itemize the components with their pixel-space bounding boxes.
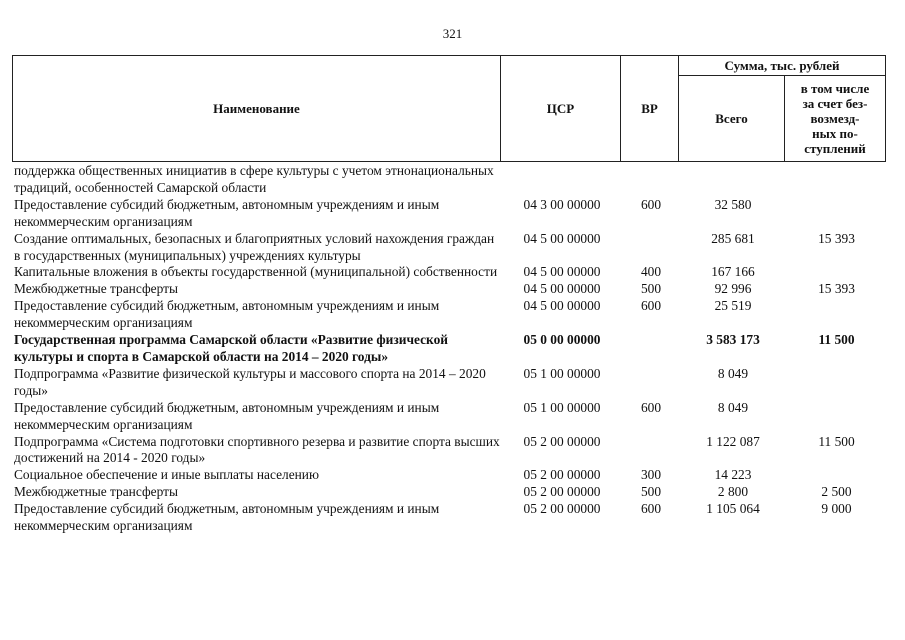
cell-name: Создание оптимальных, безопасных и благоприятных условий нахождения граждан в государственных (муниципальных) учреждениях культуры <box>14 230 495 263</box>
cell-free <box>786 400 887 434</box>
cell-vr <box>622 434 680 468</box>
cell-vr: 600 <box>640 501 662 517</box>
cell-vr: 600 <box>640 298 662 314</box>
cell-vr: 500 <box>640 484 662 500</box>
cell-free <box>786 366 887 400</box>
cell-total: 285 681 <box>711 230 755 246</box>
cell-csr: 05 2 00 00000 <box>523 467 601 483</box>
cell-name: Предоставление субсидий бюджетным, автономным учреждениям и иным некоммерческим организациям <box>14 298 440 331</box>
cell-total: 8 049 <box>717 365 749 381</box>
cell-name: Социальное обеспечение и иные выплаты населению <box>14 467 319 483</box>
cell-csr: 05 1 00 00000 <box>523 399 601 415</box>
table-header <box>12 55 886 162</box>
cell-total: 167 166 <box>711 264 755 280</box>
cell-csr: 05 2 00 00000 <box>523 501 601 517</box>
cell-free <box>786 298 887 332</box>
cell-csr: 04 5 00 00000 <box>523 264 601 280</box>
cell-total: 14 223 <box>714 467 752 483</box>
table-row <box>14 281 887 298</box>
cell-free: 11 500 <box>818 332 855 348</box>
cell-name: Предоставление субсидий бюджетным, автономным учреждениям и иным некоммерческим организациям <box>14 196 440 229</box>
cell-total: 92 996 <box>714 281 752 297</box>
cell-name: Капитальные вложения в объекты государственной (муниципальной) собственности <box>14 264 498 280</box>
table-row <box>14 332 887 366</box>
cell-name: поддержка общественных инициатив в сфере культуры с учетом этнонациональных традиций, особенностей Самарской области <box>14 163 494 195</box>
table-row <box>14 484 887 501</box>
table-row <box>14 298 887 332</box>
cell-csr: 04 5 00 00000 <box>523 230 601 246</box>
cell-free: 11 500 <box>818 433 855 449</box>
cell-free: 15 393 <box>818 281 855 297</box>
cell-vr: 600 <box>640 196 662 212</box>
cell-csr: 04 3 00 00000 <box>523 196 601 212</box>
header-name: Наименование <box>13 56 501 162</box>
table-row <box>14 366 887 400</box>
cell-name: Межбюджетные трансферты <box>14 281 178 297</box>
table-row <box>14 400 887 434</box>
header-vr: ВР <box>621 56 679 162</box>
header-free-line: ных по- <box>812 126 858 141</box>
table-row <box>14 467 887 484</box>
cell-free: 2 500 <box>821 484 852 500</box>
cell-name: Предоставление субсидий бюджетным, автономным учреждениям и иным некоммерческим организациям <box>14 399 440 432</box>
table-row <box>14 231 887 265</box>
cell-name: Подпрограмма «Система подготовки спортивного резерва и развитие спорта высших достижений на 2014 - 2020 годы» <box>14 433 500 466</box>
table-row <box>14 197 887 231</box>
cell-total: 1 122 087 <box>706 433 760 449</box>
cell-free <box>786 467 887 484</box>
table-row <box>14 264 887 281</box>
cell-csr: 05 1 00 00000 <box>523 365 601 381</box>
header-total: Всего <box>679 76 785 162</box>
cell-vr <box>622 231 680 265</box>
cell-total: 25 519 <box>714 298 752 314</box>
cell-free <box>786 163 887 197</box>
table-body <box>14 163 887 535</box>
cell-total <box>680 163 786 197</box>
cell-vr <box>622 366 680 400</box>
cell-total: 2 800 <box>717 484 749 500</box>
cell-vr: 600 <box>640 399 662 415</box>
header-csr: ЦСР <box>501 56 621 162</box>
header-free-line: за счет без- <box>802 96 868 111</box>
cell-name: Подпрограмма «Развитие физической культуры и массового спорта на 2014 – 2020 годы» <box>14 365 486 398</box>
cell-free <box>786 197 887 231</box>
cell-csr: 04 5 00 00000 <box>523 281 601 297</box>
header-free <box>785 76 886 162</box>
table-row <box>14 434 887 468</box>
cell-csr <box>502 163 622 197</box>
cell-total: 32 580 <box>714 196 752 212</box>
header-free-line: возмезд- <box>810 111 860 126</box>
cell-total: 8 049 <box>717 399 749 415</box>
table-row <box>14 501 887 535</box>
cell-name: Предоставление субсидий бюджетным, автономным учреждениям и иным некоммерческим организациям <box>14 501 440 534</box>
cell-total: 1 105 064 <box>706 501 760 517</box>
cell-name: Межбюджетные трансферты <box>14 484 178 500</box>
cell-total: 3 583 173 <box>706 332 760 348</box>
header-free-line: ступлений <box>804 141 866 156</box>
page-number: 321 <box>442 26 463 41</box>
cell-free: 15 393 <box>818 230 855 246</box>
cell-vr: 300 <box>640 467 662 483</box>
cell-vr: 400 <box>640 264 662 280</box>
header-sum-group: Сумма, тыс. рублей <box>679 56 886 76</box>
cell-csr: 05 0 00 00000 <box>523 332 601 348</box>
cell-vr <box>622 332 680 366</box>
cell-csr: 04 5 00 00000 <box>523 298 601 314</box>
table-row <box>14 163 887 197</box>
cell-csr: 05 2 00 00000 <box>523 484 601 500</box>
cell-free: 9 000 <box>821 501 852 517</box>
cell-name: Государственная программа Самарской области «Развитие физической культуры и спорта в Самарской области на 2014 – 2020 годы» <box>14 332 448 364</box>
cell-vr: 500 <box>640 281 662 297</box>
cell-csr: 05 2 00 00000 <box>523 433 601 449</box>
header-free-line: в том числе <box>800 81 870 96</box>
cell-free <box>786 264 887 281</box>
cell-vr <box>622 163 680 197</box>
